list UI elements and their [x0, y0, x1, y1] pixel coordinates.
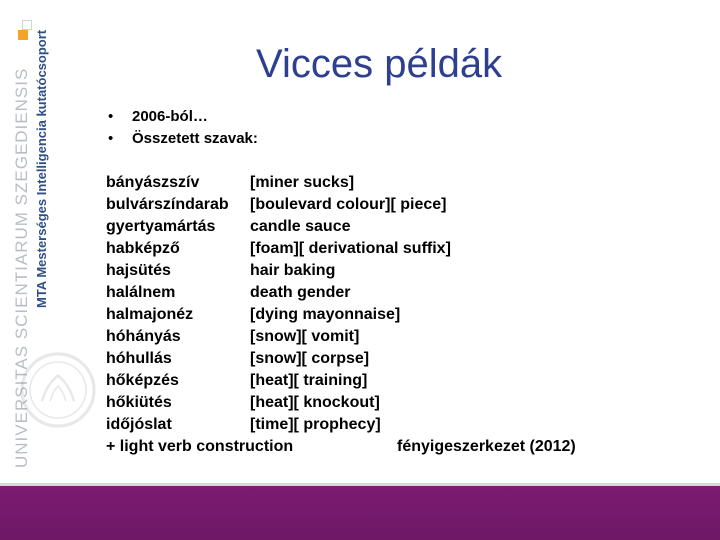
hungarian-word: halmajonéz — [106, 306, 194, 323]
bottom-band — [0, 486, 720, 540]
english-gloss: [boulevard colour][ piece] — [250, 196, 447, 213]
compound-row — [106, 304, 576, 326]
slide-title: Vicces példák — [256, 42, 503, 86]
english-gloss: candle sauce — [250, 218, 351, 235]
english-gloss: death gender — [250, 284, 351, 301]
compound-row — [106, 392, 576, 414]
hungarian-word: habképző — [106, 240, 180, 257]
compound-row — [106, 282, 576, 304]
hungarian-word: hőképzés — [106, 372, 179, 389]
bullet-mark-icon: • — [108, 108, 114, 125]
bullet-mark-icon: • — [108, 130, 114, 147]
compound-row — [106, 348, 576, 370]
english-gloss: [foam][ derivational suffix] — [250, 240, 451, 257]
logo-orange-square-icon — [18, 30, 28, 40]
bullet-text: 2006-ból… — [132, 108, 208, 125]
english-gloss: [heat][ knockout] — [250, 394, 380, 411]
hungarian-word: hóhányás — [106, 328, 181, 345]
university-seal-icon — [18, 350, 98, 430]
english-gloss: hair baking — [250, 262, 336, 279]
mta-vertical-text: MTA Mesterséges Intelligencia kutatócsoport — [34, 29, 49, 308]
bullet-item — [108, 130, 258, 152]
compound-row — [106, 238, 576, 260]
compound-word-table — [106, 172, 576, 458]
hungarian-word: hóhullás — [106, 350, 172, 367]
hungarian-word: hajsütés — [106, 262, 171, 279]
hungarian-word: hőkiütés — [106, 394, 172, 411]
compound-row — [106, 414, 576, 436]
university-vertical-text: UNIVERSITAS SCIENTIARUM SZEGEDIENSIS — [12, 67, 31, 468]
light-verb-translation: fényigeszerkezet (2012) — [397, 438, 576, 455]
light-verb-label: + light verb construction — [106, 438, 294, 455]
bullet-list — [108, 108, 258, 152]
english-gloss: [snow][ vomit] — [250, 328, 360, 345]
compound-row — [106, 260, 576, 282]
hungarian-word: időjóslat — [106, 416, 172, 433]
hungarian-word: bányászszív — [106, 174, 200, 191]
compound-row — [106, 216, 576, 238]
light-verb-row — [106, 436, 576, 458]
bullet-text: Összetett szavak: — [132, 130, 258, 147]
english-gloss: [heat][ training] — [250, 372, 368, 389]
hungarian-word: gyertyamártás — [106, 218, 216, 235]
hungarian-word: halálnem — [106, 284, 176, 301]
hungarian-word: bulvárszíndarab — [106, 196, 229, 213]
compound-row — [106, 194, 576, 216]
compound-row — [106, 326, 576, 348]
bullet-item — [108, 108, 258, 130]
logo-white-square-icon — [22, 20, 32, 30]
english-gloss: [miner sucks] — [250, 174, 355, 191]
english-gloss: [dying mayonnaise] — [250, 306, 401, 323]
english-gloss: [snow][ corpse] — [250, 350, 370, 367]
compound-row — [106, 370, 576, 392]
compound-row — [106, 172, 576, 194]
english-gloss: [time][ prophecy] — [250, 416, 381, 433]
